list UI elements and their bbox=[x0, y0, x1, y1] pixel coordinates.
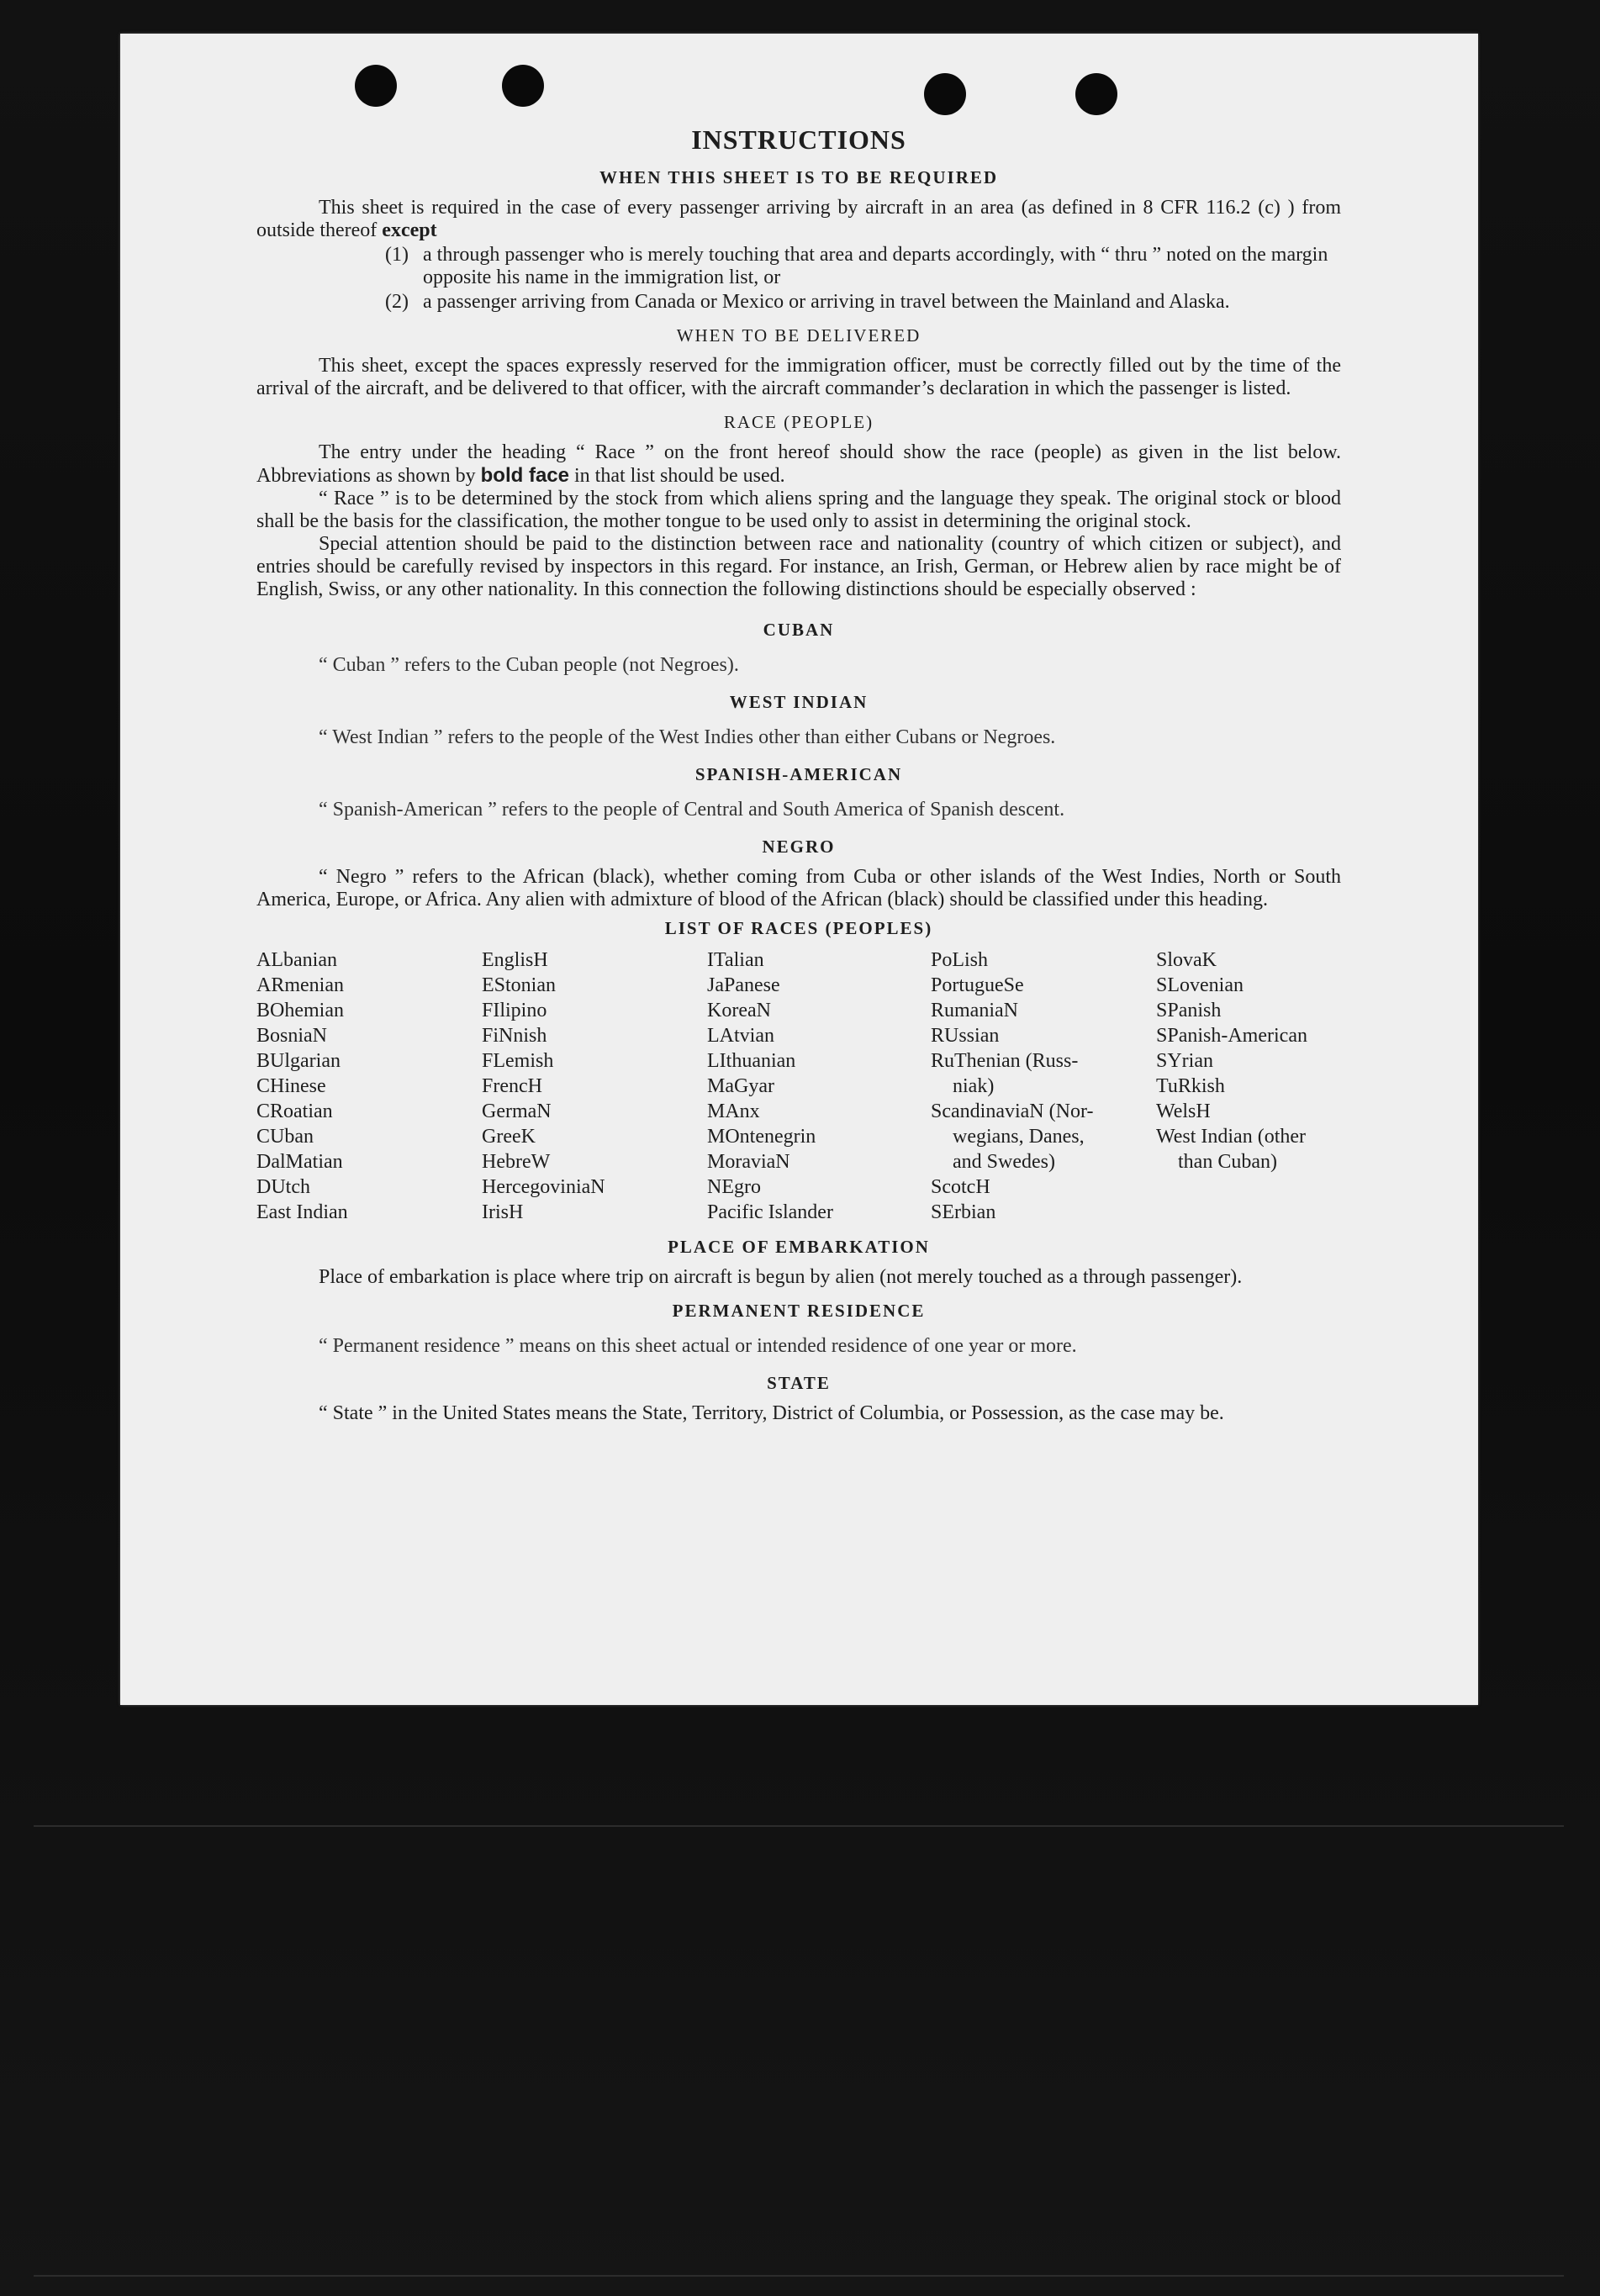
race-entry: DalMatian bbox=[256, 1151, 343, 1173]
races-table bbox=[256, 947, 1341, 1225]
state-text: “ State ” in the United States means the State, Territory, District of Columbia, or Possession, as the case may be. bbox=[319, 1402, 1224, 1424]
required-intro: This sheet is required in the case of every passenger arriving by aircraft in an area (as defined in 8 CFR 116.2 (c) ) from outside thereof except bbox=[256, 197, 1341, 241]
race-paragraph-3: Special attention should be paid to the distinction between race and nationality (country of which citizen or subject), and entries should be carefully revised by inspectors in this regard. For instance, an Irish, German, or Hebrew alien by race might be of English, Swiss, or any other nationality. In this connection the following distinctions should be especially observed : bbox=[256, 533, 1341, 600]
race-entry: DUtch bbox=[256, 1176, 310, 1198]
race-entry: SlovaK bbox=[1156, 949, 1217, 971]
race-entry: CRoatian bbox=[256, 1100, 333, 1122]
race-entry: LIthuanian bbox=[707, 1050, 796, 1072]
race-entry: SLovenian bbox=[1156, 974, 1244, 996]
race-entry: LAtvian bbox=[707, 1025, 774, 1047]
race-entry: CHinese bbox=[256, 1075, 326, 1097]
race-entry: FiNnish bbox=[482, 1025, 547, 1047]
races-column-1 bbox=[256, 947, 482, 1225]
races-column-3 bbox=[707, 947, 931, 1225]
race-entry: MoraviaN bbox=[707, 1151, 790, 1173]
race-entry: EStonian bbox=[482, 974, 556, 996]
section-heading-negro: NEGRO bbox=[762, 837, 836, 857]
race-entry-continued: wegians, Danes, bbox=[953, 1126, 1085, 1148]
race-entry: East Indian bbox=[256, 1201, 348, 1223]
race-entry: IrisH bbox=[482, 1201, 524, 1223]
delivered-text: This sheet, except the spaces expressly reserved for the immigration officer, must be correctly filled out by the time of the arrival of the aircraft, and be delivered to that officer, with the aircraft commander’s declaration in which the passenger is listed. bbox=[256, 355, 1341, 399]
race-entry: TuRkish bbox=[1156, 1075, 1225, 1097]
race-entry: MAnx bbox=[707, 1100, 760, 1122]
race-entry: SPanish bbox=[1156, 1000, 1222, 1021]
race-entry: BOhemian bbox=[256, 1000, 344, 1021]
race-entry: RuThenian (Russ- bbox=[931, 1050, 1079, 1072]
race-entry: ScandinaviaN (Nor- bbox=[931, 1100, 1094, 1122]
west-indian-text: “ West Indian ” refers to the people of the West Indies other than either Cubans or Negroes. bbox=[319, 726, 1056, 748]
scan-artifact-line bbox=[34, 1825, 1564, 1827]
section-heading-required: WHEN THIS SHEET IS TO BE REQUIRED bbox=[599, 167, 999, 187]
race-entry: HercegoviniaN bbox=[482, 1176, 605, 1198]
section-heading-west-indian: WEST INDIAN bbox=[729, 692, 869, 712]
race-entry: SYrian bbox=[1156, 1050, 1213, 1072]
race-entry: RUssian bbox=[931, 1025, 1000, 1047]
race-entry: West Indian (other bbox=[1156, 1126, 1307, 1148]
race-entry: ScotcH bbox=[931, 1176, 990, 1198]
section-heading-residence: PERMANENT RESIDENCE bbox=[672, 1301, 926, 1321]
race-entry: EnglisH bbox=[482, 949, 548, 971]
race-entry-continued: and Swedes) bbox=[953, 1151, 1055, 1173]
race-entry: PoLish bbox=[931, 949, 989, 971]
spanish-american-text: “ Spanish-American ” refers to the people of Central and South America of Spanish descent. bbox=[319, 799, 1065, 821]
negro-text: “ Negro ” refers to the African (black), whether coming from Cuba or other islands of the West Indies, North or South America, Europe, or Africa. Any alien with admixture of blood of the African (black) should be classified under this heading. bbox=[256, 866, 1341, 910]
race-entry: SErbian bbox=[931, 1201, 996, 1223]
race-entry: KoreaN bbox=[707, 1000, 771, 1021]
embarkation-text: Place of embarkation is place where trip on aircraft is begun by alien (not merely touched as a through passenger). bbox=[319, 1266, 1243, 1288]
races-column-2 bbox=[482, 947, 707, 1225]
section-heading-delivered: WHEN TO BE DELIVERED bbox=[676, 325, 921, 346]
section-heading-race: RACE (PEOPLE) bbox=[723, 412, 874, 432]
scan-artifact-line bbox=[34, 2275, 1564, 2277]
race-entry: NEgro bbox=[707, 1176, 761, 1198]
race-entry-continued: niak) bbox=[953, 1075, 995, 1097]
race-paragraph-1: The entry under the heading “ Race ” on the front hereof should show the race (people) as given in the list below. Abbreviations as shown by bold face in that list should be used. bbox=[256, 441, 1341, 487]
races-column-5 bbox=[1156, 947, 1349, 1225]
section-heading-embarkation: PLACE OF EMBARKATION bbox=[668, 1237, 930, 1257]
race-entry: JaPanese bbox=[707, 974, 780, 996]
page-title: INSTRUCTIONS bbox=[691, 124, 906, 155]
race-entry: ALbanian bbox=[256, 949, 337, 971]
race-entry: RumaniaN bbox=[931, 1000, 1018, 1021]
race-entry: WelsH bbox=[1156, 1100, 1211, 1122]
residence-text: “ Permanent residence ” means on this sheet actual or intended residence of one year or more. bbox=[319, 1335, 1077, 1357]
section-heading-cuban: CUBAN bbox=[763, 620, 835, 640]
section-heading-state: STATE bbox=[767, 1373, 831, 1393]
race-entry: SPanish-American bbox=[1156, 1025, 1307, 1047]
race-entry: FIlipino bbox=[482, 1000, 547, 1021]
race-entry: MOntenegrin bbox=[707, 1126, 816, 1148]
cuban-text: “ Cuban ” refers to the Cuban people (not Negroes). bbox=[319, 654, 739, 676]
race-entry: BUlgarian bbox=[256, 1050, 341, 1072]
race-entry: FLemish bbox=[482, 1050, 554, 1072]
race-entry: FrencH bbox=[482, 1075, 542, 1097]
race-entry: ARmenian bbox=[256, 974, 344, 996]
race-entry: GermaN bbox=[482, 1100, 552, 1122]
race-entry: HebreW bbox=[482, 1151, 551, 1173]
race-entry: GreeK bbox=[482, 1126, 536, 1148]
section-heading-races-list: LIST OF RACES (PEOPLES) bbox=[664, 918, 933, 938]
required-item-2: (2) a passenger arriving from Canada or Mexico or arriving in travel between the Mainland and Alaska. bbox=[385, 291, 1230, 313]
race-entry-continued: than Cuban) bbox=[1178, 1151, 1277, 1173]
race-entry: CUban bbox=[256, 1126, 314, 1148]
race-entry: Pacific Islander bbox=[707, 1201, 833, 1223]
section-heading-spanish-american: SPANISH-AMERICAN bbox=[694, 764, 903, 784]
document-content bbox=[256, 94, 1341, 1425]
race-entry: MaGyar bbox=[707, 1075, 774, 1097]
race-entry: PortugueSe bbox=[931, 974, 1024, 996]
race-entry: ITalian bbox=[707, 949, 764, 971]
races-column-4 bbox=[931, 947, 1156, 1225]
race-paragraph-2: “ Race ” is to be determined by the stock from which aliens spring and the language they speak. The original stock or blood shall be the basis for the classification, the mother tongue to be used only to assist in determining the original stock. bbox=[256, 488, 1341, 532]
required-item-1: (1) a through passenger who is merely touching that area and departs accordingly, with “ thru ” noted on the margin opposite his name in the immigration list, or bbox=[385, 244, 1328, 288]
race-entry: BosniaN bbox=[256, 1025, 327, 1047]
